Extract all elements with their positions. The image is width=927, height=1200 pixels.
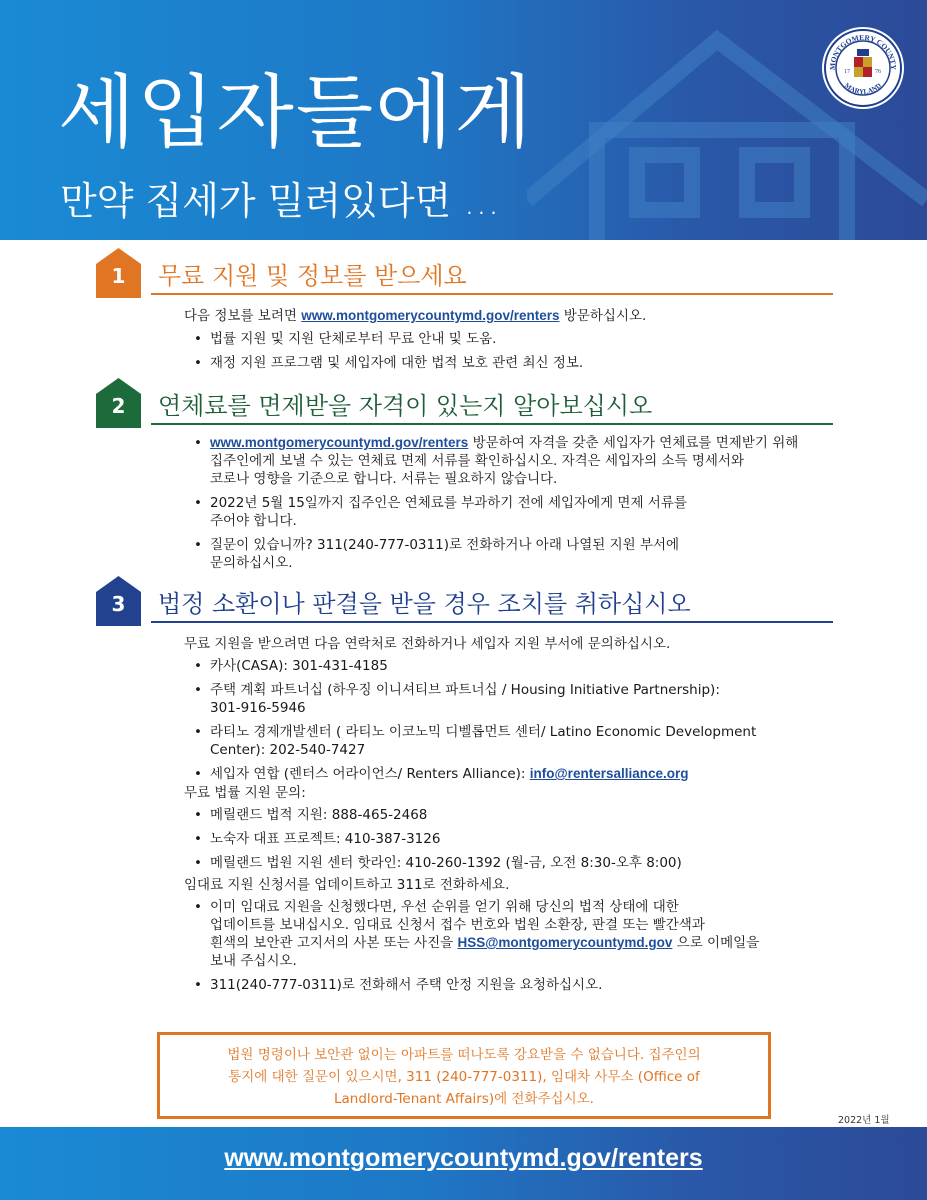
section-1-list xyxy=(194,330,583,378)
list-item-text: 문의하십시오. xyxy=(210,555,293,571)
list-item xyxy=(194,830,682,848)
header-banner xyxy=(0,0,927,240)
section-2-header xyxy=(96,378,836,428)
list-item-text: 메릴랜드 법적 지원: 888-465-2468 xyxy=(210,807,428,823)
renters-link[interactable]: www.montgomerycountymd.gov/renters xyxy=(210,435,469,450)
list-item xyxy=(194,494,798,530)
hss-email-link[interactable]: HSS@montgomerycountymd.gov xyxy=(457,935,673,950)
list-item-text: 노숙자 대표 프로젝트: 410-387-3126 xyxy=(210,831,441,847)
section-1-intro xyxy=(184,307,646,325)
contact-list xyxy=(194,657,756,789)
svg-text:76: 76 xyxy=(875,69,881,75)
divider xyxy=(151,293,833,295)
section-title: 연체료를 면제받을 자격이 있는지 알아보십시오 xyxy=(158,392,653,420)
section-3-header xyxy=(96,576,836,626)
list-item-text: 업데이트를 보내십시오. 임대료 신청서 접수 번호와 법원 소환장, 판결 또는 빨간색과 xyxy=(210,917,705,933)
intro-text: 다음 정보를 보려면 xyxy=(184,308,302,324)
update-list xyxy=(194,898,759,1000)
list-item-line xyxy=(210,934,759,952)
divider xyxy=(151,621,833,623)
publication-date: 2022년 1월 xyxy=(838,1115,890,1126)
list-item xyxy=(194,806,682,824)
section-number-badge xyxy=(96,378,141,428)
legal-heading: 무료 법률 지원 문의: xyxy=(184,785,306,801)
list-item-text: • 주택 계획 파트너십 (하우징 이니셔티브 파트너십 / Housing Initiative Partnership): xyxy=(210,682,720,698)
list-item-text: 카사(CASA): 301-431-4185 xyxy=(210,658,388,674)
update-heading: 임대료 지원 신청서를 업데이트하고 311로 전화하세요. xyxy=(184,877,510,893)
list-item xyxy=(194,536,798,572)
intro-text-suffix: 방문하십시오. xyxy=(559,308,647,324)
list-item-text: 집주인에게 보낼 수 있는 연체료 면제 서류를 확인하십시오. 자격은 세입자의 소득 명세서와 xyxy=(210,453,745,469)
list-item xyxy=(194,434,798,488)
list-item-text: • 이미 임대료 지원을 신청했다면, 우선 순위를 얻기 위해 당신의 법적 상태에 대한 xyxy=(210,899,679,915)
list-item xyxy=(194,854,682,872)
list-item xyxy=(194,723,756,759)
list-item-text: • 라티노 경제개발센터 ( 라티노 이코노믹 디벨롭먼트 센터/ Latino Economic Development xyxy=(210,724,757,740)
renters-alliance-email-link[interactable]: info@rentersalliance.org xyxy=(529,766,689,781)
notice-box xyxy=(157,1032,771,1119)
footer-renters-link[interactable]: www.montgomerycountymd.gov/renters xyxy=(224,1144,703,1172)
county-seal-logo xyxy=(822,27,904,109)
list-item-text: 재정 지원 프로그램 및 세입자에 대한 법적 보호 관련 최신 정보. xyxy=(210,355,584,371)
list-item-text: 보내 주십시오. xyxy=(210,953,297,969)
list-item-text: • 2022년 5월 15일까지 집주인은 연체료를 부과하기 전에 세입자에게 면제 서류를 xyxy=(210,495,687,511)
section-number-badge xyxy=(96,576,141,626)
list-item-line xyxy=(210,434,798,452)
page-subtitle: 만약 집세가 밀려있다면 ... xyxy=(60,179,500,223)
section-1-header xyxy=(96,248,836,298)
list-item-text: 방문하여 자격을 갖춘 세입자가 연체료를 면제받기 위해 xyxy=(468,435,799,451)
list-item-text: 세입자 연합 (렌터스 어라이언스/ Renters Alliance): xyxy=(210,766,530,782)
notice-line: 법원 명령이나 보안관 없이는 아파트를 떠나도록 강요받을 수 없습니다. 집주인의 xyxy=(227,1047,701,1063)
section-number-badge xyxy=(96,248,141,298)
page-title: 세입자들에게 xyxy=(58,66,534,159)
list-item-text: 코로나 영향을 기준으로 합니다. 서류는 필요하지 않습니다. xyxy=(210,471,558,487)
footer-banner xyxy=(0,1127,927,1200)
svg-text:MARYLAND: MARYLAND xyxy=(842,81,884,96)
list-item-text: Center): 202-540-7427 xyxy=(210,742,366,758)
list-item-text: • 질문이 있습니까? 311(240-777-0311)로 전화하거나 아래 나열된 지원 부서에 xyxy=(210,537,680,553)
list-item-text: 흰색의 보안관 고지서의 사본 또는 사진을 xyxy=(210,935,458,951)
list-item-text: 메릴랜드 법원 지원 센터 핫라인: 410-260-1392 (월-금, 오전 8:30-오후 8:00) xyxy=(210,855,682,871)
notice-line: Landlord-Tenant Affairs)에 전화주십시오. xyxy=(334,1091,594,1107)
list-item-text: 법률 지원 및 지원 단체로부터 무료 안내 및 도움. xyxy=(210,331,497,347)
legal-list xyxy=(194,806,682,878)
list-item xyxy=(194,657,756,675)
list-item xyxy=(194,681,756,717)
list-item-text: 으로 이메일을 xyxy=(672,935,760,951)
divider xyxy=(151,423,833,425)
list-item xyxy=(194,330,583,348)
list-item xyxy=(194,976,759,994)
list-item xyxy=(194,765,756,783)
section-2-list xyxy=(194,434,798,578)
svg-text:MONTGOMERY COUNTY: MONTGOMERY COUNTY xyxy=(827,32,899,71)
list-item-text: 주어야 합니다. xyxy=(210,513,297,529)
section-number: 3 xyxy=(111,592,126,616)
section-title: 법정 소환이나 판결을 받을 경우 조치를 취하십시오 xyxy=(158,590,691,618)
section-3-intro: 무료 지원을 받으려면 다음 연락처로 전화하거나 세입자 지원 부서에 문의하십시오. xyxy=(184,636,671,652)
section-number: 2 xyxy=(111,394,126,418)
section-title: 무료 지원 및 정보를 받으세요 xyxy=(158,262,467,290)
list-item xyxy=(194,898,759,970)
list-item-text: 311(240-777-0311)로 전화해서 주택 안정 지원을 요청하십시오. xyxy=(210,977,603,993)
renters-link[interactable]: www.montgomerycountymd.gov/renters xyxy=(301,308,560,323)
notice-line: 통지에 대한 질문이 있으시면, 311 (240-777-0311), 임대차 사무소 (Office of xyxy=(228,1069,700,1085)
section-number: 1 xyxy=(111,264,126,288)
list-item xyxy=(194,354,583,372)
svg-text:17: 17 xyxy=(844,69,850,75)
list-item-text: 301-916-5946 xyxy=(210,700,306,716)
